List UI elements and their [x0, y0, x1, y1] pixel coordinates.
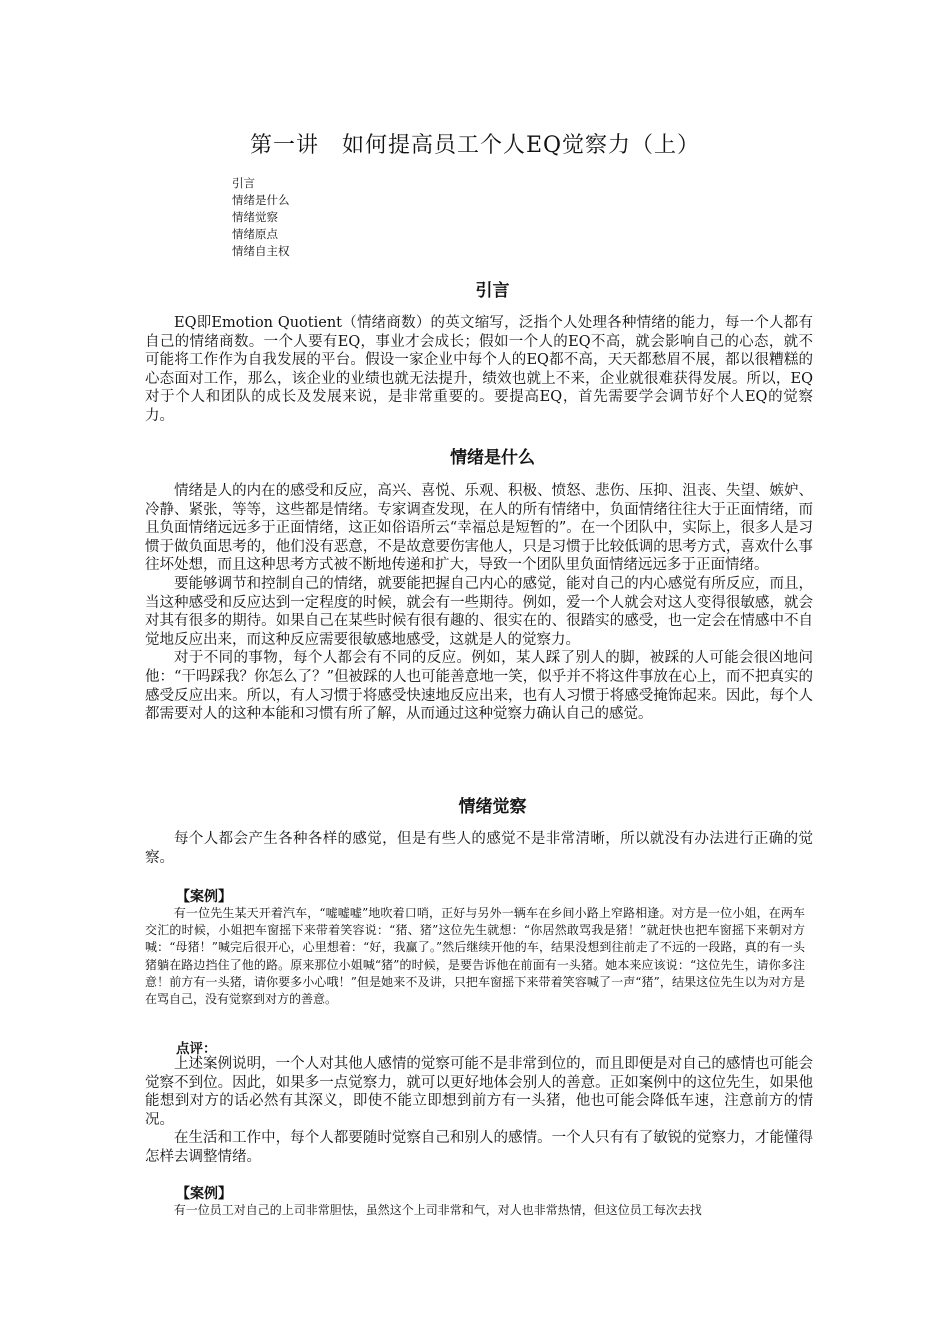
paragraph: 每个人都会产生各种各样的感觉，但是有些人的感觉不是非常清晰，所以就没有办法进行正确的觉察。: [145, 831, 813, 866]
toc-item-intro[interactable]: 引言: [232, 176, 255, 190]
paragraph: 要能够调节和控制自己的情绪，就要能把握自己内心的感觉，能对自己的内心感觉有所反应，而且，当这种感受和反应达到一定程度的时候，就会有一些期待。例如，爱一个人就会对这人变得很敏感，就会对其有很多的期待。如果自己在某些时候有很有趣的、很实在的、很踏实的感受，也一定会在情感中不自觉地反应出来，而这种反应需要很敏感地感受，这就是人的觉察力。: [145, 575, 813, 648]
comment-label: 点评：: [176, 1041, 217, 1057]
paragraph: 在生活和工作中，每个人都要随时觉察自己和别人的感情。一个人只有有了敏锐的觉察力，才能懂得怎样去调整情绪。: [145, 1130, 813, 1165]
toc-item-awareness[interactable]: 情绪觉察: [232, 210, 278, 224]
case-paragraph: 有一位员工对自己的上司非常胆怯，虽然这个上司非常和气，对人也非常热情，但这位员工每次去找: [173, 1203, 702, 1217]
table-of-contents: [232, 175, 290, 260]
document-title: 第一讲 如何提高员工个人EQ觉察力（上）: [249, 133, 701, 158]
toc-item-autonomy[interactable]: 情绪自主权: [232, 244, 290, 258]
case-paragraph: 有一位先生某天开着汽车，“嘘嘘嘘”地吹着口哨，正好与另外一辆车在乡间小路上窄路相逢。对方是一位小姐，在两车交汇的时候，小姐把车窗摇下来带着笑容说：“猪、猪”这位先生就想：“你居然敢骂我是猪！”就赶快也把车窗摇下来朝对方喊：“母猪！”喊完后很开心，心里想着：“好，我赢了。”然后继续开他的车，结果没想到往前走了不远的一段路，真的有一头猪躺在路边挡住了他的路。原来那位小姐喊“猪”的时候，是要告诉他在前面有一头猪。她本来应该说：“这位先生，请你多注意！前方有一头猪，请你要多小心哦！”但是她来不及讲，只把车窗摇下来带着笑容喊了一声“猪”，结果这位先生以为对方是在骂自己，没有觉察到对方的善意。: [145, 906, 805, 1007]
paragraph: 上述案例说明，一个人对其他人感情的觉察可能不是非常到位的，而且即便是对自己的感情也可能会觉察不到位。因此，如果多一点觉察力，就可以更好地体会别人的善意。正如案例中的这位先生，如果他能想到对方的话必然有其深义，即使不能立即想到前方有一头猪，他也可能会降低车速，注意前方的情况。: [145, 1056, 813, 1128]
case-label: 【案例】: [176, 1186, 232, 1202]
paragraph: EQ即Emotion Quotient（情绪商数）的英文缩写，泛指个人处理各种情绪的能力，每一个人都有自己的情绪商数。一个人要有EQ，事业才会成长；假如一个人的EQ不高，就会影响自己的心态，就不可能将工作作为自我发展的平台。假设一家企业中每个人的EQ都不高，天天都愁眉不展，都以很糟糕的心态面对工作，那么，该企业的业绩也就无法提升，绩效也就上不来，企业就很难获得发展。所以，EQ对于个人和团队的成长及发展来说，是非常重要的。要提高EQ，首先需要学会调节好个人EQ的觉察力。: [145, 315, 813, 424]
toc-item-what[interactable]: 情绪是什么: [232, 193, 290, 207]
section-heading-awareness: 情绪觉察: [458, 797, 527, 817]
paragraph: 对于不同的事物，每个人都会有不同的反应。例如，某人踩了别人的脚，被踩的人可能会很凶地问他：“干吗踩我？你怎么了？”但被踩的人也可能善意地一笑，似乎并不将这件事放在心上，而不把真实的感受反应出来。所以，有人习惯于将感受快速地反应出来，也有人习惯于将感受掩饰起来。因此，每个人都需要对人的这种本能和习惯有所了解，从而通过这种觉察力确认自己的感觉。: [145, 650, 813, 723]
section-body-awareness: [145, 830, 813, 867]
case-text: [145, 1202, 805, 1219]
section-heading-what: 情绪是什么: [450, 448, 535, 468]
comment-body: [145, 1055, 813, 1167]
case-text: [145, 905, 805, 1008]
section-body-what: [145, 482, 813, 724]
section-body-intro: [145, 314, 813, 426]
paragraph: 情绪是人的内在的感受和反应，高兴、喜悦、乐观、积极、愤怒、悲伤、压抑、沮丧、失望、嫉妒、冷静、紧张，等等，这些都是情绪。专家调查发现，在人的所有情绪中，负面情绪往往大于正面情绪，而且负面情绪远远多于正面情绪，这正如俗语所云“幸福总是短暂的”。在一个团队中，实际上，很多人是习惯于做负面思考的，他们没有恶意，不是故意要伤害他人，只是习惯于比较低调的思考方式，喜欢什么事往坏处想，而且这种思考方式被不断地传递和扩大，导致一个团队里负面情绪远远多于正面情绪。: [145, 483, 813, 574]
toc-item-origin[interactable]: 情绪原点: [232, 227, 278, 241]
case-label: 【案例】: [176, 889, 232, 905]
section-heading-intro: 引言: [475, 281, 510, 301]
